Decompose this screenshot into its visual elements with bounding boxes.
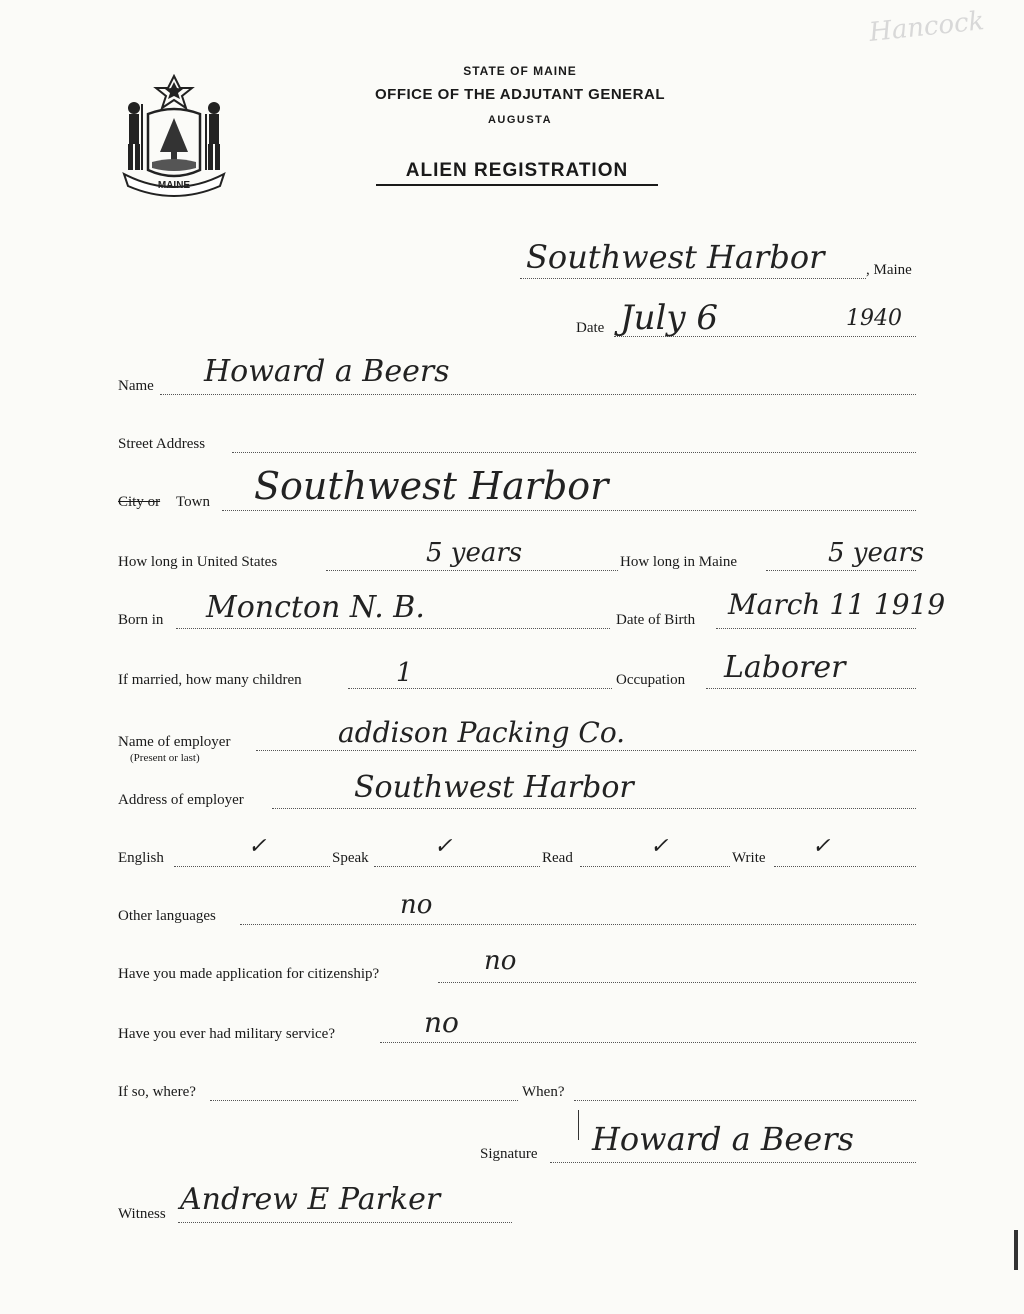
employer-value: addison Packing Co. — [338, 716, 626, 749]
city-heading: AUGUSTA — [487, 114, 553, 126]
military-value: no — [424, 1006, 459, 1039]
english-line — [174, 866, 330, 867]
date-of-birth-line — [716, 628, 916, 629]
speak-value: ✓ — [434, 834, 453, 859]
other-languages-label: Other languages — [118, 908, 216, 924]
witness-value: Andrew E Parker — [180, 1182, 441, 1217]
where-line — [210, 1100, 518, 1101]
born-in-label: Born in — [118, 612, 164, 628]
signature-line — [550, 1162, 916, 1163]
town-value: Southwest Harbor — [254, 464, 609, 508]
form-title: ALIEN REGISTRATION — [376, 160, 658, 186]
how-long-maine-label: How long in Maine — [620, 554, 738, 570]
english-label: English — [118, 850, 164, 866]
write-label: Write — [732, 850, 766, 866]
location-suffix: , Maine — [866, 262, 912, 278]
english-value: ✓ — [248, 834, 267, 859]
occupation-value: Laborer — [724, 650, 846, 685]
citizenship-value: no — [484, 946, 517, 976]
employer-sublabel: (Present or last) — [130, 752, 200, 764]
born-in-line — [176, 628, 610, 629]
military-line — [380, 1042, 916, 1043]
town-label: Town — [176, 494, 210, 510]
street-address-line — [232, 452, 916, 453]
location-value: Southwest Harbor — [526, 238, 825, 276]
occupation-line — [706, 688, 916, 689]
write-value: ✓ — [812, 834, 831, 859]
employer-line — [256, 750, 916, 751]
military-label: Have you ever had military service? — [118, 1026, 335, 1042]
how-long-maine-value: 5 years — [828, 538, 925, 568]
speak-line — [374, 866, 540, 867]
speak-label: Speak — [332, 850, 369, 866]
how-long-us-line — [326, 570, 618, 571]
date-label: Date — [576, 320, 605, 336]
maine-seal-icon — [118, 74, 230, 198]
read-line — [580, 866, 730, 867]
city-struck-label: City or — [118, 494, 161, 510]
how-long-us-value: 5 years — [426, 538, 523, 568]
employer-label: Name of employer — [118, 734, 231, 750]
occupation-label: Occupation — [616, 672, 686, 688]
citizenship-label: Have you made application for citizenship? — [118, 966, 380, 982]
state-heading: STATE OF MAINE — [463, 64, 577, 78]
date-value: July 6 — [620, 298, 719, 338]
scan-edge-mark — [1014, 1230, 1018, 1270]
other-languages-line — [240, 924, 916, 925]
when-label: When? — [522, 1084, 565, 1100]
location-line — [520, 278, 866, 279]
employer-address-value: Southwest Harbor — [354, 770, 634, 805]
children-line — [348, 688, 612, 689]
read-value: ✓ — [650, 834, 669, 859]
date-of-birth-label: Date of Birth — [616, 612, 696, 628]
read-label: Read — [542, 850, 573, 866]
witness-label: Witness — [118, 1206, 166, 1222]
name-line — [160, 394, 916, 395]
date-year: 1940 — [846, 306, 902, 331]
employer-address-label: Address of employer — [118, 792, 244, 808]
write-line — [774, 866, 916, 867]
signature-value: Howard a Beers — [592, 1120, 854, 1158]
children-value: 1 — [396, 658, 413, 688]
town-line — [222, 510, 916, 511]
witness-line — [178, 1222, 512, 1223]
children-label: If married, how many children — [118, 672, 302, 688]
where-label: If so, where? — [118, 1084, 196, 1100]
name-label: Name — [118, 378, 154, 394]
how-long-us-label: How long in United States — [118, 554, 278, 570]
office-heading: OFFICE OF THE ADJUTANT GENERAL — [375, 86, 665, 103]
name-value: Howard a Beers — [204, 354, 450, 389]
how-long-maine-line — [766, 570, 916, 571]
born-in-value: Moncton N. B. — [206, 590, 425, 625]
street-address-label: Street Address — [118, 436, 206, 452]
signature-label: Signature — [480, 1146, 538, 1162]
date-of-birth-value: March 11 1919 — [728, 588, 946, 621]
citizenship-line — [438, 982, 916, 983]
seal-banner-text: MAINE — [157, 180, 191, 191]
employer-address-line — [272, 808, 916, 809]
other-languages-value: no — [400, 890, 433, 920]
when-line — [574, 1100, 916, 1101]
corner-note: Hancock — [867, 6, 986, 48]
signature-mark — [578, 1110, 579, 1140]
